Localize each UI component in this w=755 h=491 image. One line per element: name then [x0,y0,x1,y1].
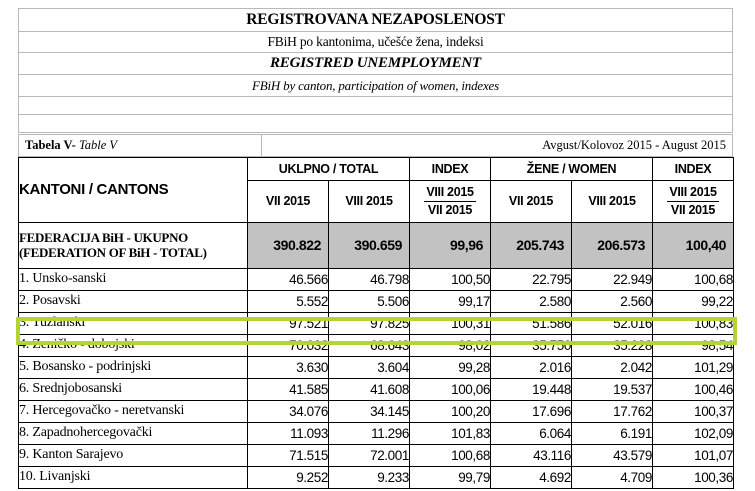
canton-index-total: 100,68 [410,444,491,466]
table-row[interactable] [19,268,734,290]
column-header-women-vii: VII 2015 [491,180,572,222]
canton-total-viii: 97.825 [329,312,410,334]
table-row[interactable] [19,400,734,422]
column-header-total-vii: VII 2015 [248,180,329,222]
subtitle-row-bs [19,32,733,53]
canton-total-vii: 5.552 [248,290,329,312]
canton-women-viii: 17.762 [572,400,653,422]
canton-women-viii: 52.016 [572,312,653,334]
canton-name: 10. Livanjski [19,466,248,488]
canton-index-women: 100,37 [653,400,734,422]
canton-women-vii: 22.795 [491,268,572,290]
table-number-bs: Tabela V- [25,137,76,152]
title-bs: REGISTROVANA NEZAPOSLENOST [19,9,733,32]
canton-index-women: 100,46 [653,378,734,400]
canton-women-vii: 43.116 [491,444,572,466]
table-row[interactable] [19,422,734,444]
canton-women-viii: 4.709 [572,466,653,488]
federation-index-women: 100,40 [653,222,734,268]
canton-total-viii: 5.506 [329,290,410,312]
canton-total-vii: 41.585 [248,378,329,400]
index-fraction-women-denominator: VII 2015 [670,202,716,217]
canton-index-total: 99,17 [410,290,491,312]
canton-women-viii: 2.560 [572,290,653,312]
canton-women-vii: 35.750 [491,334,572,356]
column-header-index-women-fraction [653,180,734,222]
statistics-table-page [0,8,755,491]
canton-women-vii: 51.586 [491,312,572,334]
period-label: Avgust/Kolovoz 2015 - August 2015 [262,134,733,156]
canton-total-vii: 34.076 [248,400,329,422]
canton-index-women: 100,83 [653,312,734,334]
federation-label-en: (FEDERATION OF BiH - TOTAL) [19,245,207,261]
canton-name: 2. Posavski [19,290,248,312]
column-header-index-total-fraction [410,180,491,222]
canton-total-viii: 9.233 [329,466,410,488]
table-row[interactable] [19,312,734,334]
canton-name: 3. Tuzlanski [19,312,248,334]
canton-name: 7. Hercegovačko - neretvanski [19,400,248,422]
federation-label-bs: FEDERACIJA BiH - UKUPNO [19,229,188,245]
canton-index-women: 100,68 [653,268,734,290]
table-row[interactable] [19,356,734,378]
table-body [19,222,734,488]
spacer-cell-1 [19,97,733,115]
column-group-index-total: INDEX [410,157,491,180]
canton-index-total: 100,50 [410,268,491,290]
subtitle-row-en [19,75,733,97]
index-fraction-total [424,185,475,217]
canton-index-women: 101,29 [653,356,734,378]
canton-name: 5. Bosansko - podrinjski [19,356,248,378]
canton-total-viii: 3.604 [329,356,410,378]
canton-women-vii: 2.016 [491,356,572,378]
canton-index-total: 101,83 [410,422,491,444]
index-fraction-total-numerator: VIII 2015 [424,185,475,201]
index-fraction-women-numerator: VIII 2015 [667,185,718,201]
canton-index-women: 101,07 [653,444,734,466]
caption-row [18,134,733,157]
canton-women-viii: 6.191 [572,422,653,444]
spacer-row-1 [19,97,733,115]
canton-index-women: 102,09 [653,422,734,444]
canton-women-vii: 4.692 [491,466,572,488]
canton-total-viii: 34.145 [329,400,410,422]
canton-index-total: 100,31 [410,312,491,334]
canton-women-viii: 2.042 [572,356,653,378]
canton-women-vii: 6.064 [491,422,572,444]
canton-total-viii: 68.643 [329,334,410,356]
canton-total-viii: 72.001 [329,444,410,466]
table-head [19,157,734,222]
canton-total-vii: 11.093 [248,422,329,444]
canton-total-vii: 71.515 [248,444,329,466]
federation-total-row [19,222,734,268]
canton-women-viii: 22.949 [572,268,653,290]
table-number-label [19,134,262,156]
federation-index-total: 99,96 [410,222,491,268]
canton-total-vii: 97.521 [248,312,329,334]
table-row[interactable] [19,290,734,312]
subtitle-bs: FBiH po kantonima, učešće žena, indeksi [19,32,733,53]
table-row[interactable] [19,334,734,356]
unemployment-table [18,157,734,489]
canton-women-viii: 43.579 [572,444,653,466]
canton-name: 8. Zapadnohercegovački [19,422,248,444]
header-group-row [19,157,734,180]
canton-total-viii: 41.608 [329,378,410,400]
canton-index-women: 99,22 [653,290,734,312]
column-group-total: UKLPNO / TOTAL [248,157,410,180]
table-number-en: Table V [78,137,118,152]
federation-women-viii: 206.573 [572,222,653,268]
canton-women-viii: 35.228 [572,334,653,356]
index-fraction-total-denominator: VII 2015 [427,202,473,217]
federation-label [19,222,248,268]
spacer-row-2 [19,114,733,132]
table-row[interactable] [19,444,734,466]
canton-name: 4. Zeničko - dobojski [19,334,248,356]
column-group-women: ŽENE / WOMEN [491,157,653,180]
canton-name: 6. Srednjobosanski [19,378,248,400]
title-block [18,8,733,133]
federation-total-vii: 390.822 [248,222,329,268]
table-row[interactable] [19,466,734,488]
canton-women-vii: 17.696 [491,400,572,422]
canton-name: 9. Kanton Sarajevo [19,444,248,466]
canton-total-viii: 46.798 [329,268,410,290]
spacer-cell-2 [19,114,733,132]
canton-index-total: 99,79 [410,466,491,488]
canton-total-vii: 70.032 [248,334,329,356]
column-group-index-women: INDEX [653,157,734,180]
index-fraction-women [667,185,718,217]
federation-total-viii: 390.659 [329,222,410,268]
canton-women-vii: 2.580 [491,290,572,312]
canton-total-vii: 3.630 [248,356,329,378]
canton-total-vii: 9.252 [248,466,329,488]
caption-tr [19,134,733,156]
title-en: REGISTRED UNEMPLOYMENT [19,53,733,75]
canton-index-women: 98,54 [653,334,734,356]
canton-index-total: 100,06 [410,378,491,400]
canton-women-vii: 19.448 [491,378,572,400]
canton-total-vii: 46.566 [248,268,329,290]
title-row-bs [19,9,733,32]
canton-total-viii: 11.296 [329,422,410,444]
canton-women-viii: 19.537 [572,378,653,400]
canton-index-total: 100,20 [410,400,491,422]
subtitle-en: FBiH by canton, participation of women, indexes [19,75,733,97]
column-header-cantons: KANTONI / CANTONS [19,157,248,222]
federation-women-vii: 205.743 [491,222,572,268]
column-header-women-viii: VIII 2015 [572,180,653,222]
column-header-total-viii: VIII 2015 [329,180,410,222]
table-row[interactable] [19,378,734,400]
canton-index-total: 98,02 [410,334,491,356]
canton-index-women: 100,36 [653,466,734,488]
canton-name: 1. Unsko-sanski [19,268,248,290]
title-row-en [19,53,733,75]
canton-index-total: 99,28 [410,356,491,378]
